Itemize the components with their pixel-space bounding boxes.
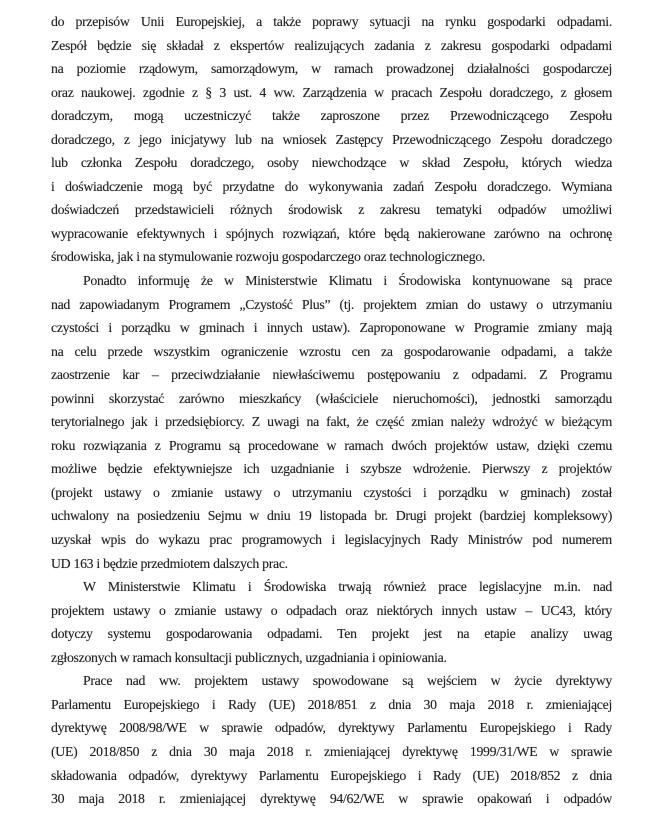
- text-line: na celu przede wszystkim ograniczenie wzrostu cen za gospodarowanie odpadami, a także: [51, 343, 612, 359]
- text-line: i doświadczenie mogą być przydatne do wykonywania zadań Zespołu doradczego. Wymiana: [51, 178, 612, 194]
- document-body: [51, 10, 612, 811]
- text-line: wypracowanie efektywnych i spójnych rozwiązań, które będą nakierowane zarówno na ochronę: [51, 225, 612, 241]
- text-line: Parlamentu Europejskiego i Rady (UE) 2018/851 z dnia 30 maja 2018 r. zmieniającej: [51, 696, 612, 712]
- text-line: możliwe będzie efektywniejsze ich uzgadnianie i szybsze wdrożenie. Pierwszy z projektów: [51, 461, 612, 477]
- text-line: doświadczeń przedstawicieli różnych środowisk z zakresu tematyki odpadów umożliwi: [51, 202, 612, 218]
- text-line: lub członka Zespołu doradczego, osoby niewchodzące w skład Zespołu, których wiedza: [51, 155, 612, 171]
- text-line: zgłoszonych w ramach konsultacji publicznych, uzgadniania i opiniowania.: [51, 649, 447, 665]
- text-line: W Ministerstwie Klimatu i Środowiska trwają również prace legislacyjne m.in. nad: [83, 579, 612, 595]
- text-line: uzyskał wpis do wykazu prac programowych i legislacyjnych Rady Ministrów pod numerem: [51, 532, 612, 548]
- text-line: zaostrzenie kar – przeciwdziałanie niewłaściwemu postępowaniu z odpadami. Z Programu: [51, 367, 612, 383]
- text-line: UD 163 i będzie przedmiotem dalszych prac.: [51, 555, 288, 571]
- text-line: Prace nad ww. projektem ustawy spowodowane są wejściem w życie dyrektywy: [83, 673, 612, 689]
- text-line: oraz naukowej. zgodnie z § 3 ust. 4 ww. Zarządzenia w pracach Zespołu doradczego, z głosem: [51, 84, 612, 100]
- text-line: uchwalony na posiedzeniu Sejmu w dniu 19 listopada br. Drugi projekt (bardziej kompleksowy): [51, 508, 612, 524]
- text-line: (UE) 2018/850 z dnia 30 maja 2018 r. zmieniającej dyrektywę 1999/31/WE w sprawie: [51, 743, 612, 759]
- text-line: środowiska, jak i na stymulowanie rozwoju gospodarczego oraz technologicznego.: [51, 249, 486, 265]
- paragraph-4: [51, 669, 612, 810]
- paragraph-2: [51, 269, 612, 575]
- text-line: na poziomie rządowym, samorządowym, w ramach prowadzonej działalności gospodarczej: [51, 61, 612, 77]
- text-line: (projekt ustawy o zmianie ustawy o utrzymaniu czystości i porządku w gminach) został: [51, 484, 612, 500]
- text-line: dyrektywę 2008/98/WE w sprawie odpadów, dyrektywy Parlamentu Europejskiego i Rady: [51, 720, 612, 736]
- text-line: do przepisów Unii Europejskiej, a także poprawy sytuacji na rynku gospodarki odpadami.: [51, 14, 612, 29]
- text-line: Zespół będzie się składał z ekspertów realizujących zadania z zakresu gospodarki odpadami: [51, 37, 612, 53]
- text-line: składowania odpadów, dyrektywy Parlamentu Europejskiego i Rady (UE) 2018/852 z dnia: [51, 767, 612, 783]
- text-line: doradczego, z jego inicjatywy lub na wniosek Zastępcy Przewodniczącego Zespołu doradczego: [51, 131, 612, 147]
- text-line: powinni skorzystać zarówno mieszkańcy (właściciele nieruchomości), jednostki samorządu: [51, 390, 612, 406]
- paragraph-1: [51, 10, 612, 269]
- text-line: projektem ustawy o zmianie ustawy o odpadach oraz niektórych innych ustaw – UC43, który: [51, 602, 612, 618]
- text-line: terytorialnego jak i przedsiębiorcy. Z uwagi na fakt, że część zmian należy wdrożyć w bieżącym: [51, 414, 612, 430]
- text-line: Ponadto informuję że w Ministerstwie Klimatu i Środowiska kontynuowane są prace: [83, 273, 612, 289]
- paragraph-3: [51, 575, 612, 669]
- text-line: czystości i porządku w gminach i innych ustaw). Zaproponowane w Programie zmiany mają: [51, 320, 612, 336]
- text-line: dotyczy systemu gospodarowania odpadami. Ten projekt jest na etapie analizy uwag: [51, 626, 612, 642]
- text-line: nad zapowiadanym Programem „Czystość Plus” (tj. projektem zmian do ustawy o utrzymaniu: [51, 296, 612, 312]
- text-line: 30 maja 2018 r. zmieniającej dyrektywę 94/62/WE w sprawie opakowań i odpadów: [51, 791, 612, 807]
- text-line: roku rozwiązania z Programu są procedowane w ramach dwóch projektów ustaw, dzięki czemu: [51, 437, 612, 453]
- text-line: doradczym, mogą uczestniczyć także zaproszone przez Przewodniczącego Zespołu: [51, 108, 612, 124]
